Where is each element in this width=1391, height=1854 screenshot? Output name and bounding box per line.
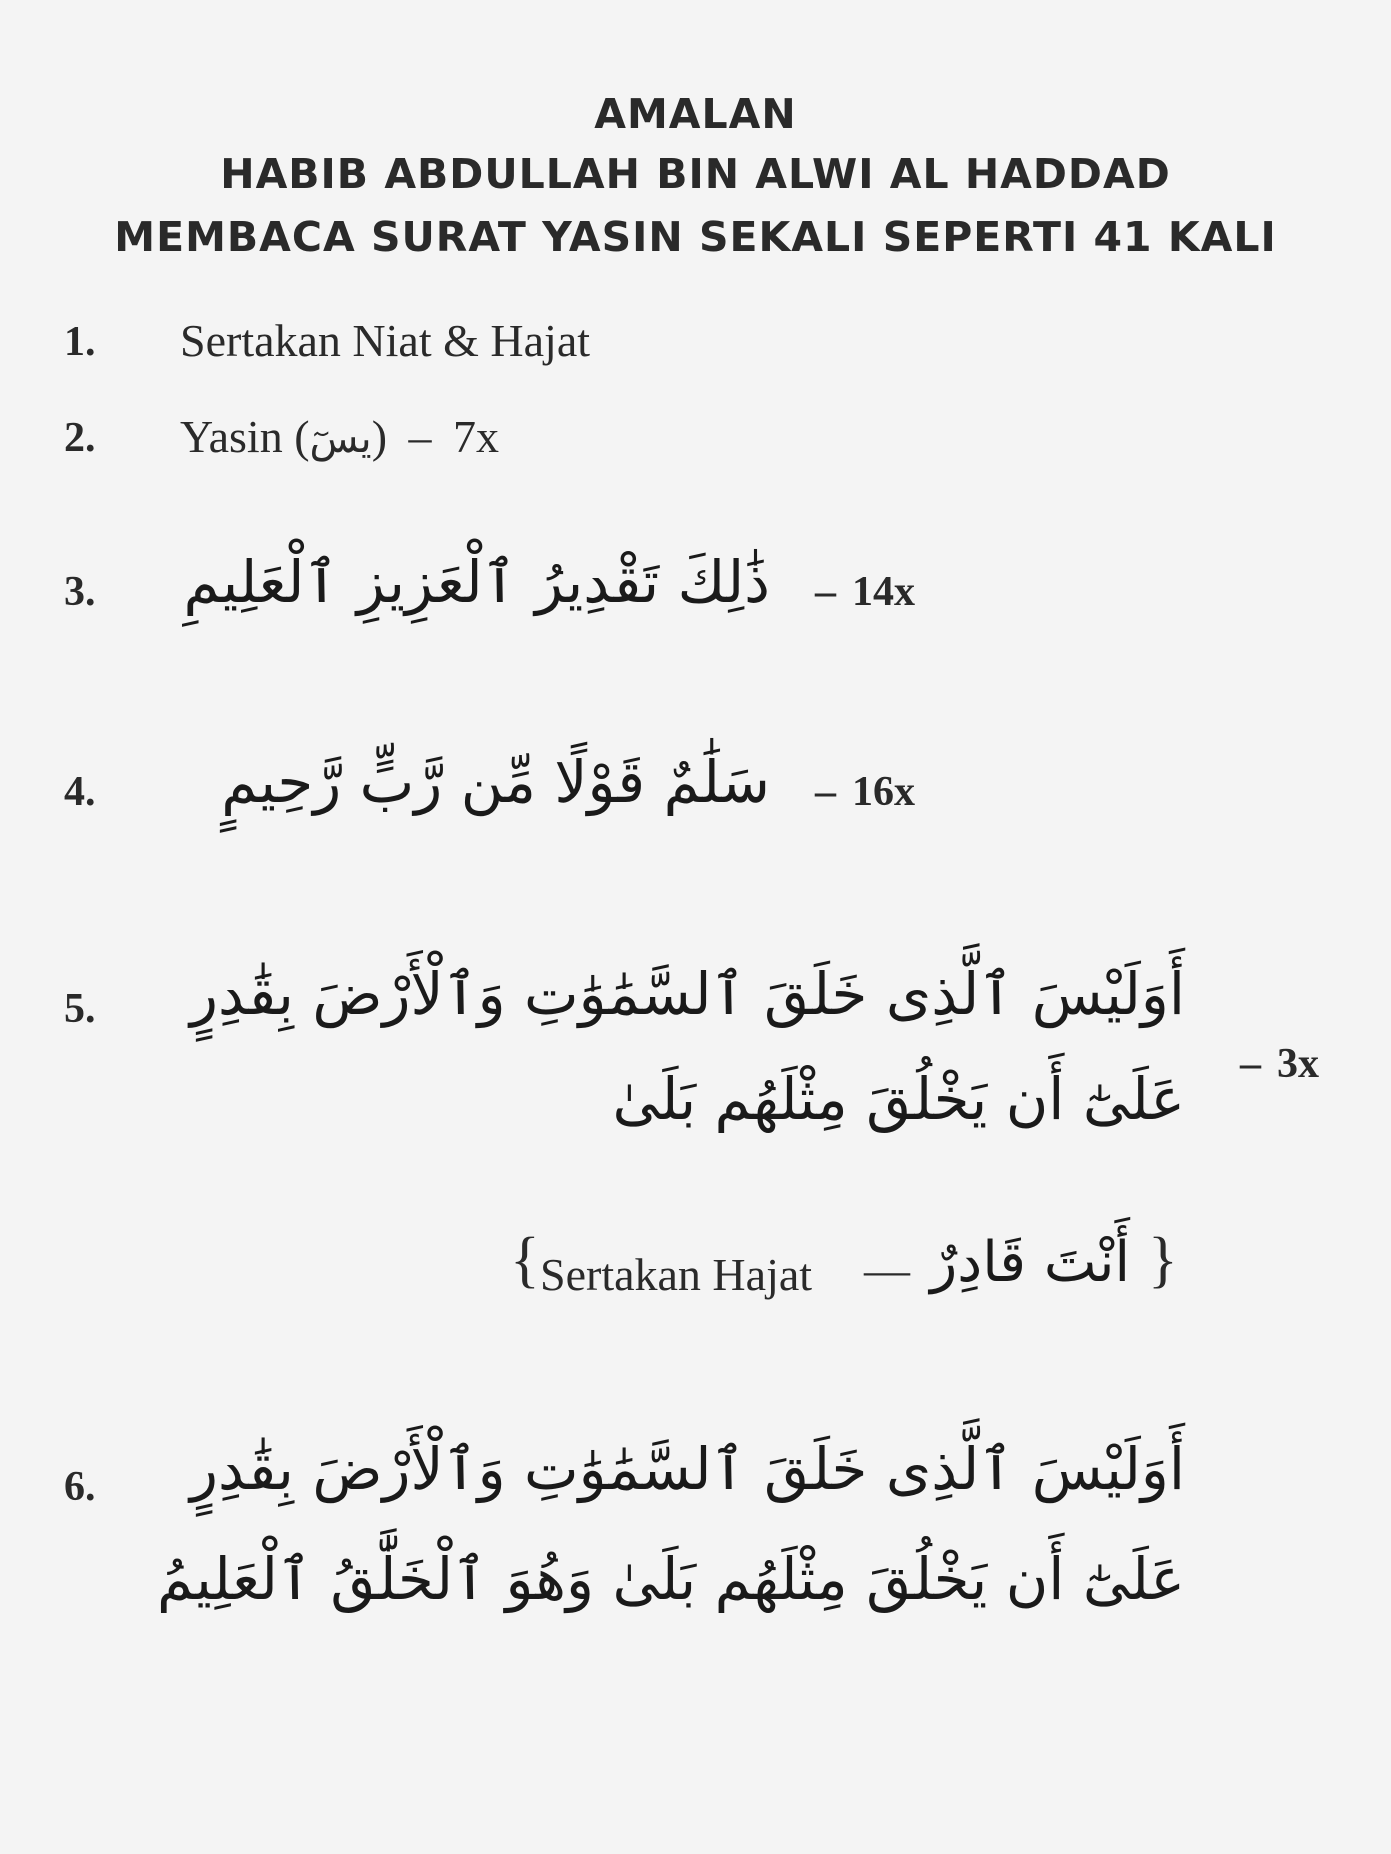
note-text: Sertakan Hajat [540, 1249, 813, 1300]
item-2-text [180, 410, 499, 463]
item-6-number: 6. [64, 1464, 96, 1510]
item-4-count: 16x [852, 769, 915, 815]
item-2-paren-close: ) [371, 411, 388, 462]
item-1-text: Sertakan Niat & Hajat [180, 315, 591, 366]
note-dash: — [864, 1244, 910, 1295]
item-5-repeat [1240, 1040, 1319, 1088]
item-3-arabic: ذَٰلِكَ تَقْدِيرُ ٱلْعَزِيزِ ٱلْعَلِيمِ [183, 548, 770, 616]
item-2-dash: – [408, 411, 432, 462]
item-2-paren-open: ( [294, 411, 310, 462]
note-brace-close: } [1148, 1226, 1178, 1294]
item-5-number: 5. [64, 986, 96, 1032]
item-3-number: 3. [64, 569, 96, 615]
title-line-3: MEMBACA SURAT YASIN SEKALI SEPERTI 41 KALI [114, 213, 1277, 261]
item-4-dash: – [815, 769, 836, 815]
item-1-number: 1. [64, 319, 96, 365]
item-2-arabic: يسٓ [309, 416, 372, 462]
item-2-number: 2. [64, 415, 96, 461]
item-5-count: 3x [1277, 1041, 1319, 1087]
note-brace-open: { [510, 1226, 540, 1294]
item-5-arabic-line-1: أَوَلَيْسَ ٱلَّذِى خَلَقَ ٱلسَّمَٰوَٰتِ وَٱلْأَرْضَ بِقَٰدِرٍ [190, 960, 1185, 1028]
item-6-arabic-line-1: أَوَلَيْسَ ٱلَّذِى خَلَقَ ٱلسَّمَٰوَٰتِ وَٱلْأَرْضَ بِقَٰدِرٍ [190, 1435, 1185, 1503]
title-line-1: AMALAN [594, 90, 797, 138]
item-3-count: 14x [852, 569, 915, 615]
item-6-arabic-line-2: عَلَىٰٓ أَن يَخْلُقَ مِثْلَهُم بَلَىٰ وَهُوَ ٱلْخَلَّٰقُ ٱلْعَلِيمُ [156, 1545, 1185, 1613]
item-2-label: Yasin [180, 411, 283, 462]
item-4-repeat [815, 768, 915, 816]
item-4-arabic: سَلَٰمٌ قَوْلًا مِّن رَّبٍّ رَّحِيمٍ [221, 748, 770, 816]
item-3-dash: – [815, 569, 836, 615]
item-3-repeat [815, 568, 915, 616]
item-5-arabic-line-2: عَلَىٰٓ أَن يَخْلُقَ مِثْلَهُم بَلَىٰ [612, 1065, 1185, 1133]
item-2-count: 7x [453, 411, 500, 462]
item-4-number: 4. [64, 769, 96, 815]
item-5-dash: – [1240, 1041, 1261, 1087]
note-arabic: أَنْتَ قَادِرٌ [930, 1230, 1130, 1295]
title-line-2: HABIB ABDULLAH BIN ALWI AL HADDAD [220, 150, 1171, 198]
